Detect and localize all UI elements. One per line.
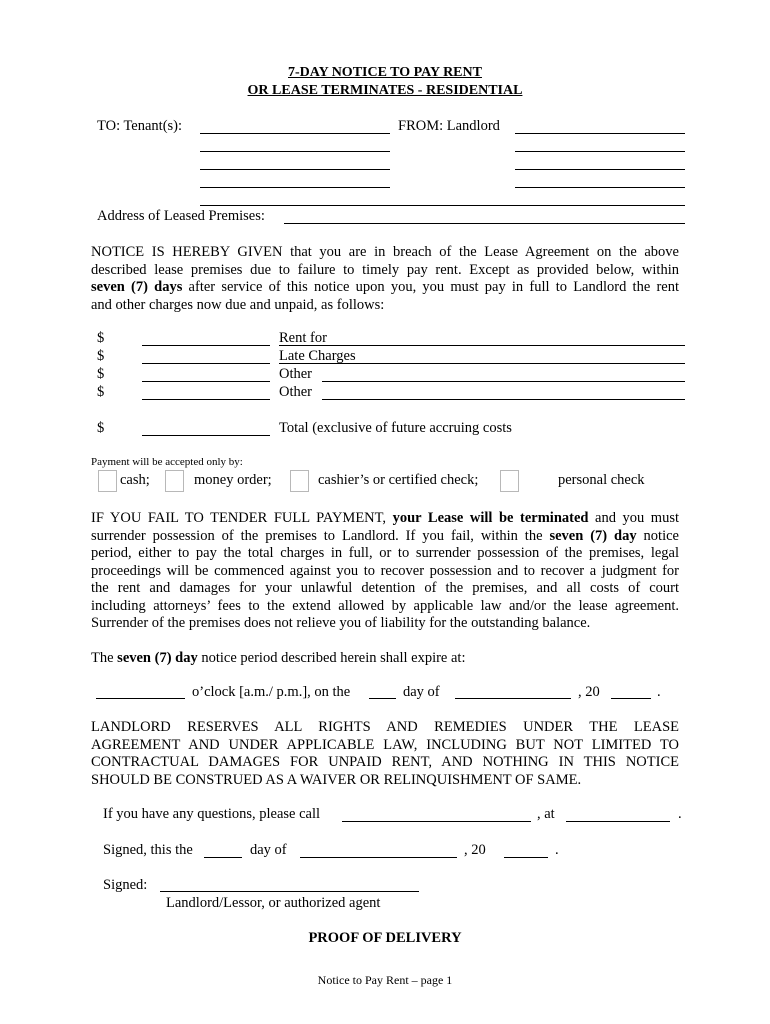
signed-day-line[interactable]	[204, 857, 242, 858]
address-line[interactable]	[284, 223, 685, 224]
signed-period: .	[555, 842, 559, 858]
other-amount-line-2[interactable]	[142, 399, 270, 400]
expire-day-of-label: day of	[403, 684, 440, 700]
oclock-label: o’clock [a.m./ p.m.], on the	[192, 684, 351, 700]
notice-line-4: and other charges now due and unpaid, as follows:	[91, 296, 385, 313]
expire-bold: seven (7) day	[117, 650, 198, 666]
currency-sign: $	[97, 330, 105, 346]
expire-year-line[interactable]	[611, 698, 651, 699]
landlord-line-3[interactable]	[515, 169, 685, 170]
contact-name-line[interactable]	[342, 821, 531, 822]
expire-post: notice period described herein shall expire at:	[197, 650, 466, 666]
currency-sign: $	[97, 366, 105, 382]
fail-line-4: proceedings will be commenced against you to recover possession and to recover a judgment for	[91, 562, 679, 579]
reserves-line-2: AGREEMENT AND UNDER APPLICABLE LAW, INCLUDING BUT NOT LIMITED TO	[91, 736, 679, 753]
signed-year-label: , 20	[464, 842, 486, 858]
total-label: Total (exclusive of future accruing costs	[279, 420, 512, 436]
tenant-name-line-1[interactable]	[200, 133, 390, 134]
fail-bold-terminated: your Lease will be terminated	[392, 510, 589, 526]
address-label: Address of Leased Premises:	[97, 208, 265, 224]
notice-line-2: described lease premises due to failure to timely pay rent. Except as provided below, within	[91, 261, 679, 278]
contact-period: .	[678, 806, 682, 822]
expire-sentence	[91, 650, 465, 667]
other-amount-line-1[interactable]	[142, 381, 270, 382]
notice-line-3	[91, 279, 679, 297]
expire-period: .	[657, 684, 661, 700]
expire-month-line[interactable]	[455, 698, 571, 699]
notice-line-1: NOTICE IS HEREBY GIVEN that you are in breach of the Lease Agreement on the above	[91, 244, 679, 260]
currency-sign: $	[97, 420, 105, 436]
notice-line-3-rest: after service of this notice upon you, you must pay in full to Landlord the rent	[182, 279, 680, 295]
landlord-line-4[interactable]	[515, 187, 685, 188]
contact-at-label: , at	[537, 806, 555, 822]
signature-caption: Landlord/Lessor, or authorized agent	[166, 895, 381, 911]
fail-line-1	[91, 510, 679, 528]
from-landlord-label: FROM: Landlord	[398, 118, 500, 134]
personal-check-checkbox[interactable]	[500, 470, 519, 492]
reserves-line-4: SHOULD BE CONSTRUED AS A WAIVER OR RELINQUISHMENT OF SAME.	[91, 771, 582, 788]
fail-line-1-a: IF YOU FAIL TO TENDER FULL PAYMENT,	[91, 510, 393, 526]
fail-paragraph	[91, 510, 679, 633]
to-tenant-label: TO: Tenant(s):	[97, 118, 183, 134]
late-amount-line[interactable]	[142, 363, 270, 364]
expire-day-line[interactable]	[369, 698, 396, 699]
other-desc-line-2[interactable]	[322, 399, 685, 400]
proof-of-delivery-heading: PROOF OF DELIVERY	[308, 930, 462, 946]
signed-month-line[interactable]	[300, 857, 457, 858]
cash-checkbox[interactable]	[98, 470, 117, 492]
questions-label: If you have any questions, please call	[103, 806, 321, 822]
fail-line-1-c: and you must	[588, 510, 680, 526]
fail-line-3: period, either to pay the total charges in full, or to surrender possession of the premises, legal	[91, 545, 679, 561]
fail-line-7: Surrender of the premises does not relieve you of liability for the outstanding balance.	[91, 615, 591, 631]
late-desc-line[interactable]	[279, 363, 685, 364]
charge-label-other-2: Other	[279, 384, 313, 400]
fail-line-2-a: surrender possession of the premises to Landlord. If you fail, within the	[91, 527, 550, 544]
option-cash-label: cash;	[120, 472, 150, 488]
cashiers-check-checkbox[interactable]	[290, 470, 309, 492]
other-desc-line-1[interactable]	[322, 381, 685, 382]
rent-period-line[interactable]	[279, 345, 685, 346]
rent-amount-line[interactable]	[142, 345, 270, 346]
signed-label: Signed:	[103, 877, 148, 893]
signature-line[interactable]	[160, 891, 419, 892]
fail-line-6: including attorneys’ fees to the extend allowed by applicable law and/or the lease agreement.	[91, 597, 679, 614]
currency-sign: $	[97, 384, 105, 400]
fail-line-2-c: notice	[636, 527, 679, 544]
page-footer: Notice to Pay Rent – page 1	[317, 973, 453, 987]
currency-sign: $	[97, 348, 105, 364]
payment-intro: Payment will be accepted only by:	[91, 456, 243, 468]
fail-bold-seven-day: seven (7) day	[549, 527, 637, 544]
fail-line-2	[91, 528, 679, 546]
money-order-checkbox[interactable]	[165, 470, 184, 492]
total-amount-line[interactable]	[142, 435, 270, 436]
expire-pre: The	[91, 650, 118, 666]
landlord-line-1[interactable]	[515, 133, 685, 134]
signed-year-line[interactable]	[504, 857, 548, 858]
option-personal-check-label: personal check	[558, 472, 645, 488]
notice-bold-days: seven (7) days	[91, 279, 183, 295]
expire-time-line[interactable]	[96, 698, 185, 699]
extra-line[interactable]	[200, 205, 685, 206]
signed-day-of-label: day of	[250, 842, 287, 858]
reserves-paragraph	[91, 719, 679, 789]
signed-this-label: Signed, this the	[103, 842, 193, 858]
option-money-order-label: money order;	[194, 472, 272, 488]
reserves-line-1: LANDLORD RESERVES ALL RIGHTS AND REMEDIES UNDER THE LEASE	[91, 719, 679, 735]
fail-line-5: the rent and damages for your unlawful detention of the premises, and all costs of court	[91, 580, 679, 596]
option-cashiers-check-label: cashier’s or certified check;	[318, 472, 479, 488]
title-line-1: 7-DAY NOTICE TO PAY RENT	[288, 65, 482, 80]
landlord-line-2[interactable]	[515, 151, 685, 152]
charge-label-other-1: Other	[279, 366, 313, 382]
title-line-2: OR LEASE TERMINATES - RESIDENTIAL	[247, 83, 523, 98]
reserves-line-3: CONTRACTUAL DAMAGES FOR UNPAID RENT, AND NOTHING IN THIS NOTICE	[91, 754, 679, 770]
expire-year-label: , 20	[578, 684, 600, 700]
tenant-name-line-4[interactable]	[200, 187, 390, 188]
charge-label-rent: Rent for	[279, 330, 327, 346]
tenant-name-line-2[interactable]	[200, 151, 390, 152]
notice-paragraph	[91, 244, 679, 314]
contact-phone-line[interactable]	[566, 821, 670, 822]
charge-label-late: Late Charges	[279, 348, 356, 364]
tenant-name-line-3[interactable]	[200, 169, 390, 170]
